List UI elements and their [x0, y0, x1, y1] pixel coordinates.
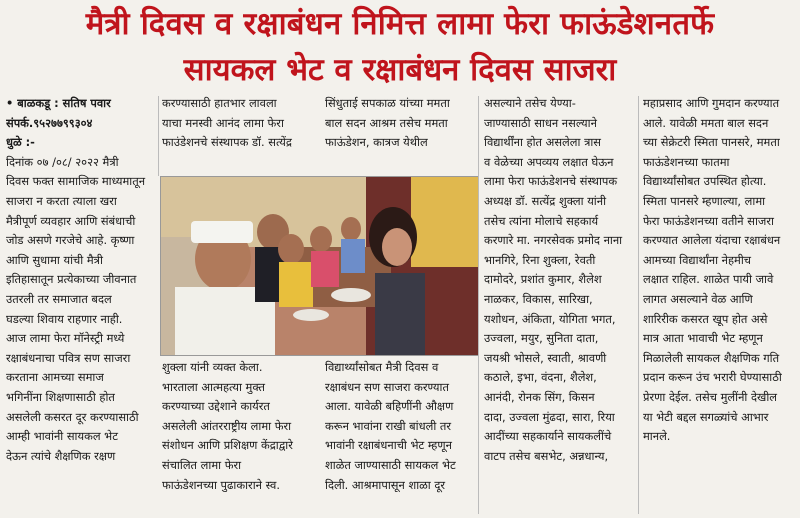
article-text-line: सिंधुताई सपकाळ यांच्या ममता — [325, 96, 450, 110]
column-1-body — [6, 153, 156, 467]
article-text-line: शारिरीक कसरत खूप होत असे — [643, 311, 768, 326]
article-text-line: करण्याच्या उद्देशाने कार्यरत — [162, 399, 270, 414]
article-text-line: दिवस फक्त सामाजिक माध्यमातून — [6, 174, 146, 189]
article-text-line: फेरा फाऊंडेशनच्या वतीने साजरा — [643, 213, 774, 228]
dateline-place: धुळे :- — [6, 135, 35, 150]
article-text-line: अध्यक्ष डॉ. सत्येंद्र शुक्ला यांनी — [484, 193, 607, 208]
article-text-line: तसेच त्यांना मोलाचे सहकार्य — [484, 213, 599, 228]
article-text-line: यशोधन, अंकिता, योगिता भगत, — [484, 311, 616, 326]
article-text-line: या भेटी बद्दल सगळ्यांचे आभार — [643, 409, 769, 424]
reporter-byline: • बाळकडू : सतिष पवार — [6, 96, 111, 110]
article-column-1 — [6, 94, 156, 514]
column-divider — [638, 96, 639, 514]
article-column-3-top — [325, 94, 475, 178]
article-text-line: करताना आमच्या समाज — [6, 370, 104, 385]
article-text-line: फाऊंडेशनच्या पुढाकाराने स्व. — [162, 477, 280, 492]
article-text-line: आणि सुधामा यांची मैत्री — [6, 252, 103, 267]
reporter-contact: संपर्क.९५२७७९९३०४ — [6, 115, 93, 130]
article-text-line: भानगिरे, रिना शुक्ला, रेवती — [484, 252, 596, 267]
article-text-line: इतिहासातून प्रत्येकाच्या जीवनात — [6, 272, 137, 287]
article-text-line: प्रदान करून उंच भरारी घेण्यासाठी — [643, 370, 782, 385]
article-text-line: उतरली तर समाजात बदल — [6, 291, 112, 306]
article-text-line: बाल सदन आश्रम तसेच ममता — [325, 115, 448, 130]
article-text-line: आला. यावेळी बहिणींनी औक्षण — [325, 399, 454, 414]
article-text-line: भारताला आत्महत्या मुक्त — [162, 379, 265, 394]
article-text-line: दामोदरे, प्रशांत कुमार, शैलेश — [484, 272, 602, 287]
article-text-line: शाळेत जाण्यासाठी सायकल भेट — [325, 457, 456, 472]
article-text-line: देऊन त्यांचे शैक्षणिक रक्षण — [6, 448, 116, 463]
article-text-line: आज लामा फेरा मॉनेस्ट्री मध्ये — [6, 331, 125, 346]
article-text-line: जयश्री भोसले, स्वाती, श्रावणी — [484, 350, 607, 365]
article-text-line: विद्यार्थ्यांसोबत मैत्री दिवस व — [325, 360, 439, 374]
article-text-line: प्रेरणा देईल. तसेच मुलींनी देखील — [643, 389, 778, 404]
article-text-line: आमच्या विद्यार्थांना नेहमीच — [643, 252, 752, 267]
article-text-line: करणारे मा. नगरसेवक प्रमोद नाना — [484, 233, 623, 248]
article-text-line: स्मिता पानसरे म्हणाल्या, लामा — [643, 193, 766, 208]
article-text-line: असलेली आंतरराष्ट्रीय लामा फेरा — [162, 418, 292, 433]
article-text-line: कठाले, इभा, वंदना, शैलेश, — [484, 370, 597, 385]
article-text-line: मैत्रीपूर्ण व्यवहार आणि संबंधाची — [6, 213, 136, 228]
article-text-line: च्या सेक्रेटरी स्मिता पानसरे, ममता — [643, 135, 780, 150]
article-text-line: फाउंडेशनचे संस्थापक डॉ. सत्येंद्र — [162, 135, 292, 150]
article-text-line: मात्र आता भावाची भेट म्हणून — [643, 331, 763, 346]
article-text-line: जाण्यासाठी साधन नसल्याने — [484, 115, 597, 130]
article-text-line: नाळकर, विकास, सारिखा, — [484, 291, 593, 306]
article-text-line: आम्ही भावांनी सायकल भेट — [6, 429, 118, 444]
article-text-line: रक्षाबंधनाचा पवित्र सण साजरा — [6, 350, 131, 365]
article-text-line: भावांनी रक्षाबंधनाची भेट म्हणून — [325, 438, 452, 453]
article-text-line: करण्यात आलेला यंदाचा रक्षाबंधन — [643, 233, 781, 248]
article-column-5 — [643, 94, 793, 514]
article-text-line: असल्याने तसेच येण्या- — [484, 96, 576, 110]
article-text-line: दादा, उज्वला मुंढदा, सारा, रिया — [484, 409, 615, 424]
article-text-line: जोड असणे गरजेचे आहे. कृष्णा — [6, 233, 135, 248]
article-text-line: दिनांक ०७ /०८/ २०२२ मैत्री — [6, 154, 119, 169]
article-text-line: करून भावांना राखी बांधली तर — [325, 418, 452, 433]
article-text-line: लक्षात राहिल. शाळेत पायी जावे — [643, 272, 774, 287]
article-column-4 — [484, 94, 634, 514]
article-text-line: असलेली कसरत दूर करण्यासाठी — [6, 409, 139, 424]
event-photo-illustration — [161, 177, 478, 355]
headline-line-1: मैत्री दिवस व रक्षाबंधन निमित्त लामा फेरा फाऊंडेशनतर्फे — [85, 6, 715, 42]
article-text-line: व वेळेच्या अपव्यय लक्षात घेऊन — [484, 154, 614, 169]
headline — [0, 0, 800, 92]
article-text-line: भगिनींना शिक्षणासाठी होत — [6, 389, 115, 404]
article-column-2-top — [162, 94, 319, 178]
article-column-3-bottom — [325, 358, 475, 516]
column-divider — [158, 96, 159, 176]
article-column-2-bottom — [162, 358, 319, 516]
article-text-line: मिळालेली सायकल शैक्षणिक गति — [643, 350, 780, 365]
headline-line-2: सायकल भेट व रक्षाबंधन दिवस साजरा — [183, 52, 617, 88]
article-text-line: मानले. — [643, 429, 671, 444]
article-text-line: संचालित लामा फेरा — [162, 457, 242, 472]
event-photo — [160, 176, 479, 356]
article-text-line: लागत असल्याने वेळ आणि — [643, 291, 753, 306]
article-text-line: उज्वला, मयुर, सुनिता दाता, — [484, 331, 599, 346]
article-text-line: घडल्या शिवाय राहणार नाही. — [6, 311, 123, 326]
article-text-line: आनंदी, रोनक सिंग, किसन — [484, 389, 595, 404]
article-text-line: साजरा न करता त्याला खरा — [6, 193, 117, 208]
article-text-line: संशोधन आणि प्रशिक्षण केंद्राद्वारे — [162, 438, 293, 453]
article-text-line: आदींच्या सहकार्याने सायकलींचे — [484, 429, 612, 444]
article-text-line: करण्यासाठी हातभार लावला — [162, 96, 277, 110]
article-text-line: शुक्ला यांनी व्यक्त केला. — [162, 360, 263, 374]
article-text-line: फाऊंडेशनच्या फातमा — [643, 154, 730, 169]
article-text-line: लामा फेरा फाऊंडेशनचे संस्थापक — [484, 174, 618, 189]
article-text-line: विद्यार्थींना होत असलेला त्रास — [484, 135, 602, 150]
article-text-line: दिली. आश्रमापासून शाळा दूर — [325, 477, 446, 492]
article-text-line: याचा मनस्वी आनंद लामा फेरा — [162, 115, 284, 130]
article-text-line: महाप्रसाद आणि गुमदान करण्यात — [643, 96, 780, 110]
article-text-line: फाऊंडेशन, कात्रज येथील — [325, 135, 428, 150]
article-text-line: विद्यार्थ्यांसोबत उपस्थित होत्या. — [643, 174, 767, 189]
article-text-line: वाटप तसेच बसभेट, अन्नधान्य, — [484, 448, 609, 463]
column-divider — [478, 96, 479, 514]
article-text-line: आले. यावेळी ममता बाल सदन — [643, 115, 769, 130]
article-text-line: रक्षाबंधन सण साजरा करण्यात — [325, 379, 449, 394]
